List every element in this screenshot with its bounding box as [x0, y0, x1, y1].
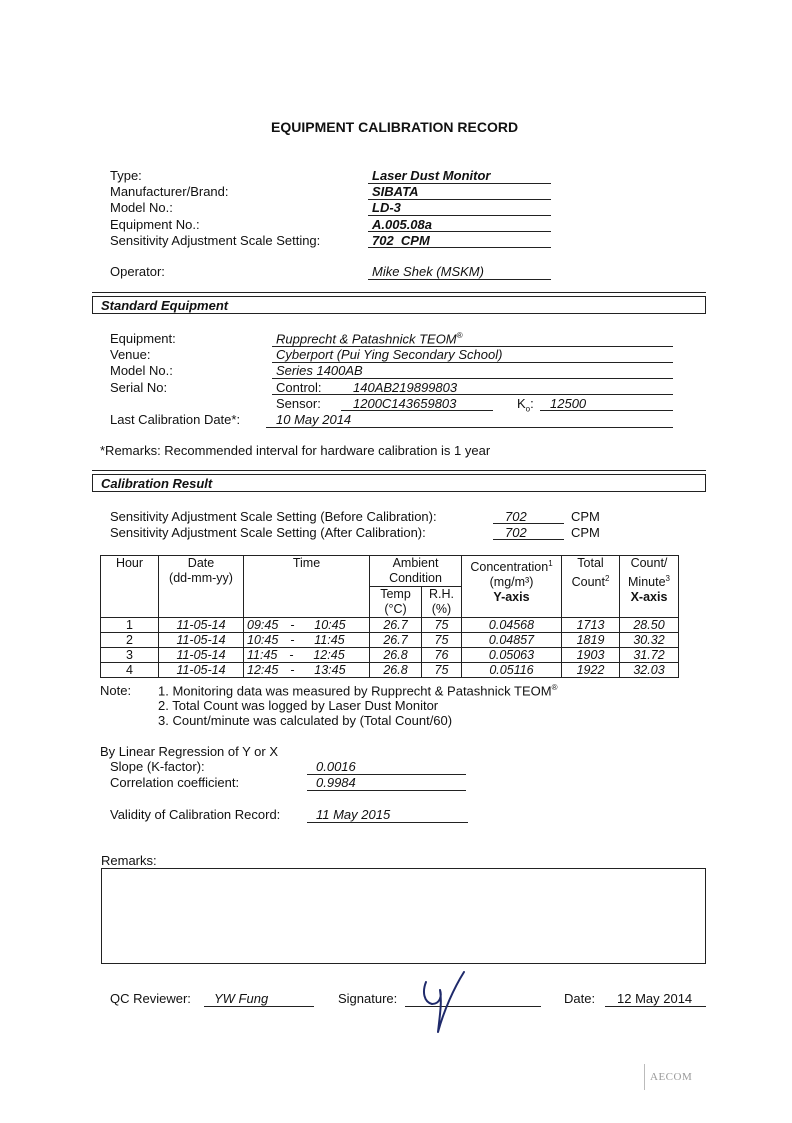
header-rh: R.H. (%): [422, 587, 462, 618]
standard-equipment-title: Standard Equipment: [101, 298, 229, 313]
note-1: 1. Monitoring data was measured by Rupprecht & Patashnick TEOM®: [158, 683, 558, 699]
sensor-label: Sensor:: [276, 396, 321, 411]
before-value: 702: [505, 509, 527, 524]
equipment-no-label: Equipment No.:: [110, 217, 200, 232]
operator-underline: [368, 279, 551, 280]
cell-date: 11-05-14: [159, 633, 244, 648]
cell-rh: 76: [422, 648, 462, 663]
venue-value: Cyberport (Pui Ying Secondary School): [276, 347, 503, 362]
cell-count: 1922: [562, 663, 620, 678]
serial-label: Serial No:: [110, 380, 168, 395]
cell-concentration: 0.04857: [462, 633, 562, 648]
std-equipment-value: Rupprecht & Patashnick TEOM®: [276, 331, 463, 347]
cell-concentration: 0.05116: [462, 663, 562, 678]
reviewer-label: QC Reviewer:: [110, 991, 191, 1006]
section-rule: [92, 292, 706, 293]
ko-underline: [540, 410, 673, 411]
hardware-remark: *Remarks: Recommended interval for hardware calibration is 1 year: [100, 443, 491, 458]
cell-time: 12:45 - 13:45: [244, 663, 370, 678]
last-cal-label: Last Calibration Date*:: [110, 412, 241, 427]
std-equipment-label: Equipment:: [110, 331, 176, 346]
handwritten-signature: [418, 968, 466, 1038]
operator-value: Mike Shek (MSKM): [372, 264, 484, 279]
cell-hour: 1: [101, 618, 159, 633]
remarks-box: [101, 868, 706, 964]
table-row: [101, 648, 679, 663]
after-underline: [493, 539, 564, 540]
calibration-result-title: Calibration Result: [101, 476, 213, 491]
sensitivity-label: Sensitivity Adjustment Scale Setting:: [110, 233, 321, 248]
page-title: EQUIPMENT CALIBRATION RECORD: [271, 119, 519, 135]
header-temp: Temp (°C): [370, 587, 422, 618]
cell-temp: 26.7: [370, 633, 422, 648]
type-label: Type:: [110, 168, 142, 183]
cell-date: 11-05-14: [159, 648, 244, 663]
cell-temp: 26.8: [370, 663, 422, 678]
aecom-logo: AECOM: [650, 1071, 693, 1083]
regression-heading: By Linear Regression of Y or X: [100, 744, 279, 759]
control-label: Control:: [276, 380, 322, 395]
standard-equipment-header: [92, 296, 706, 314]
after-unit: CPM: [571, 525, 600, 540]
before-underline: [493, 523, 564, 524]
header-concentration: Concentration$^1$ (mg/m³) Y-axis: [462, 556, 562, 618]
std-model-label: Model No.:: [110, 363, 173, 378]
cell-rh: 75: [422, 663, 462, 678]
operator-label: Operator:: [110, 264, 165, 279]
control-value: 140AB219899803: [353, 380, 458, 395]
control-underline: [272, 394, 673, 395]
model-value: LD-3: [372, 200, 401, 215]
last-cal-value: 10 May 2014: [276, 412, 352, 427]
cell-time: 10:45 - 11:45: [244, 633, 370, 648]
slope-label: Slope (K-factor):: [110, 759, 205, 774]
table-header-row: [101, 556, 679, 587]
cell-count: 1819: [562, 633, 620, 648]
remarks-label: Remarks:: [101, 853, 157, 868]
logo-divider: [644, 1064, 645, 1090]
validity-value: 11 May 2015: [316, 807, 391, 822]
equipment-no-underline: [368, 231, 551, 232]
cell-count: 1713: [562, 618, 620, 633]
sensitivity-value: 702 CPM: [372, 233, 430, 248]
manufacturer-value: SIBATA: [372, 184, 419, 199]
table-row: [101, 618, 679, 633]
cell-hour: 2: [101, 633, 159, 648]
validity-underline: [307, 822, 468, 823]
cell-hour: 3: [101, 648, 159, 663]
cell-count-minute: 28.50: [620, 618, 679, 633]
header-hour: Hour: [101, 556, 159, 618]
cell-hour: 4: [101, 663, 159, 678]
date-label: Date:: [564, 991, 596, 1006]
note-2: 2. Total Count was logged by Laser Dust Monitor: [158, 698, 439, 713]
note-label: Note:: [100, 683, 132, 698]
section-rule: [92, 470, 706, 471]
corr-label: Correlation coefficient:: [110, 775, 240, 790]
header-date: Date (dd-mm-yy): [159, 556, 244, 618]
cell-date: 11-05-14: [159, 618, 244, 633]
date-value: 12 May 2014: [617, 991, 693, 1006]
date-underline: [605, 1006, 706, 1007]
validity-label: Validity of Calibration Record:: [110, 807, 281, 822]
model-underline: [368, 215, 551, 216]
cell-concentration: 0.04568: [462, 618, 562, 633]
type-value: Laser Dust Monitor: [372, 168, 491, 183]
header-ambient: Ambient Condition: [370, 556, 462, 587]
manufacturer-label: Manufacturer/Brand:: [110, 184, 229, 199]
table-row: [101, 633, 679, 648]
header-count-minute: Count/ Minute$^3$ X-axis: [620, 556, 679, 618]
cell-temp: 26.7: [370, 618, 422, 633]
reviewer-underline: [204, 1006, 314, 1007]
before-label: Sensitivity Adjustment Scale Setting (Before Calibration):: [110, 509, 437, 524]
cell-rh: 75: [422, 618, 462, 633]
signature-label: Signature:: [338, 991, 398, 1006]
sensitivity-underline: [368, 247, 551, 248]
after-label: Sensitivity Adjustment Scale Setting (After Calibration):: [110, 525, 426, 540]
calibration-result-header: [92, 474, 706, 492]
cell-count-minute: 32.03: [620, 663, 679, 678]
cell-count: 1903: [562, 648, 620, 663]
std-model-value: Series 1400AB: [276, 363, 363, 378]
ko-value: 12500: [550, 396, 587, 411]
calibration-table: [100, 555, 679, 678]
cell-date: 11-05-14: [159, 663, 244, 678]
cell-time: 11:45 - 12:45: [244, 648, 370, 663]
sensor-underline: [341, 410, 493, 411]
note-3: 3. Count/minute was calculated by (Total Count/60): [158, 713, 453, 728]
cell-temp: 26.8: [370, 648, 422, 663]
cell-concentration: 0.05063: [462, 648, 562, 663]
header-time: Time: [244, 556, 370, 618]
equipment-no-value: A.005.08a: [372, 217, 432, 232]
cell-count-minute: 30.32: [620, 633, 679, 648]
cell-count-minute: 31.72: [620, 648, 679, 663]
slope-value: 0.0016: [316, 759, 356, 774]
corr-value: 0.9984: [316, 775, 356, 790]
header-total-count: Total Count$^2$: [562, 556, 620, 618]
cell-time: 09:45 - 10:45: [244, 618, 370, 633]
corr-underline: [307, 790, 466, 791]
reviewer-value: YW Fung: [214, 991, 269, 1006]
before-unit: CPM: [571, 509, 600, 524]
last-cal-underline: [266, 427, 673, 428]
ko-label: $K_o$:: [517, 396, 534, 414]
cell-rh: 75: [422, 633, 462, 648]
model-label: Model No.:: [110, 200, 173, 215]
std-model-underline: [272, 378, 673, 379]
after-value: 702: [505, 525, 527, 540]
venue-label: Venue:: [110, 347, 151, 362]
table-row: [101, 663, 679, 678]
sensor-value: 1200C143659803: [353, 396, 457, 411]
